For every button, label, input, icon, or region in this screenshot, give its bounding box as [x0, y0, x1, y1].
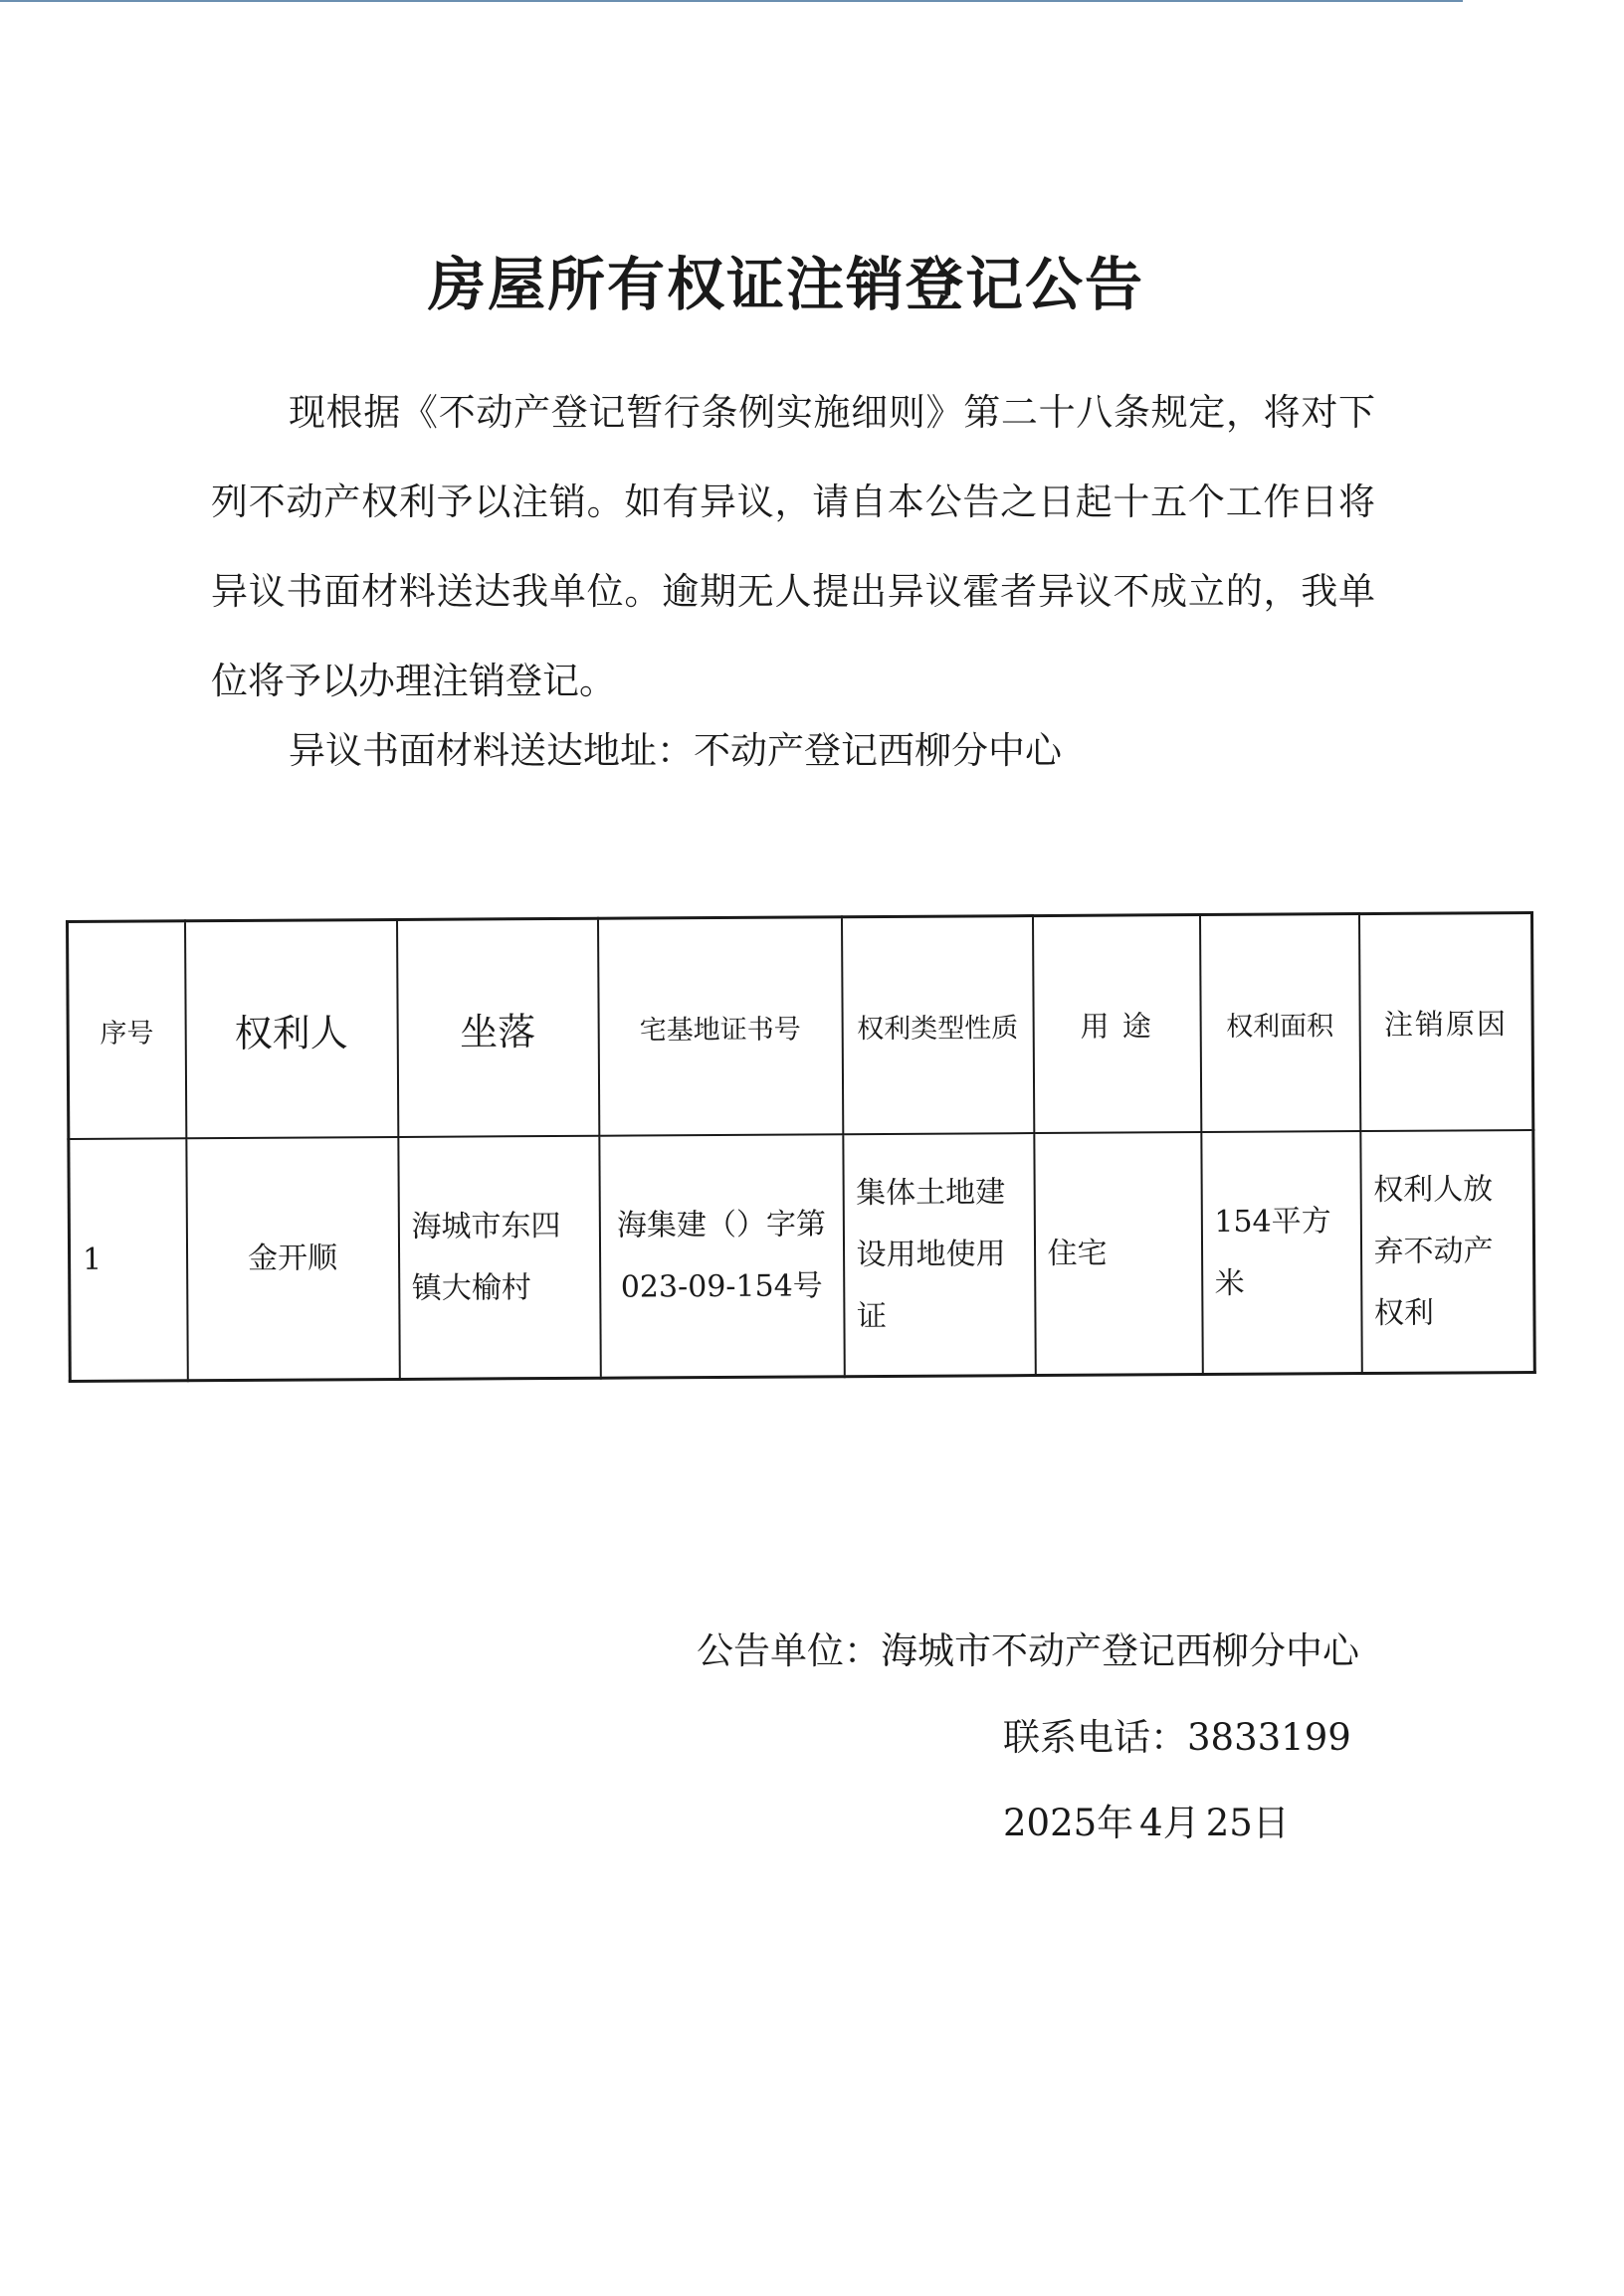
page-title: 房屋所有权证注销登记公告: [427, 250, 1144, 318]
header-seq: 序号: [68, 921, 186, 1139]
header-right-type: 权利类型性质: [841, 916, 1033, 1135]
date-year: 2025年: [1003, 1802, 1134, 1844]
cell-usage: 住宅: [1034, 1132, 1202, 1376]
scan-edge-line: [0, 0, 1463, 2]
date-day: 25日: [1205, 1802, 1290, 1844]
cell-holder: 金开顺: [186, 1137, 399, 1381]
cell-area: 154平方米: [1201, 1131, 1361, 1374]
issue-date: [1003, 1799, 1296, 1848]
issuing-unit: 公告单位：海城市不动产登记西柳分中心: [697, 1629, 1359, 1672]
date-month: 4月: [1139, 1802, 1200, 1844]
cell-right-type: 集体土地建设用地使用证: [843, 1133, 1035, 1377]
header-cert-no: 宅基地证书号: [597, 917, 842, 1136]
header-area: 权利面积: [1199, 914, 1359, 1132]
table-row: [69, 1130, 1534, 1381]
notice-paragraph: 现根据《不动产登记暂行条例实施细则》第二十八条规定，将对下列不动产权利予以注销。如有异议，请自本公告之日起十五个工作日将异议书面材料送达我单位。逾期无人提出异议霍者异议不成立的，我单位将予以办理注销登记。: [211, 391, 1375, 702]
cell-seq: 1: [69, 1138, 187, 1381]
cancellation-table: [66, 911, 1536, 1383]
cell-location: 海城市东四镇大榆村: [398, 1136, 600, 1380]
cell-cert-no: 海集建（）字第023-09-154号: [599, 1134, 844, 1378]
objection-address: 异议书面材料送达地址：不动产登记西柳分中心: [289, 729, 1062, 772]
header-usage: 用 途: [1032, 915, 1200, 1134]
header-reason: 注销原因: [1358, 912, 1532, 1131]
header-holder: 权利人: [185, 919, 398, 1138]
contact-phone: 联系电话：3833199: [1003, 1716, 1351, 1759]
cell-reason: 权利人放弃不动产权利: [1360, 1130, 1534, 1374]
table-header-row: [68, 912, 1533, 1138]
header-location: 坐落: [397, 918, 599, 1137]
